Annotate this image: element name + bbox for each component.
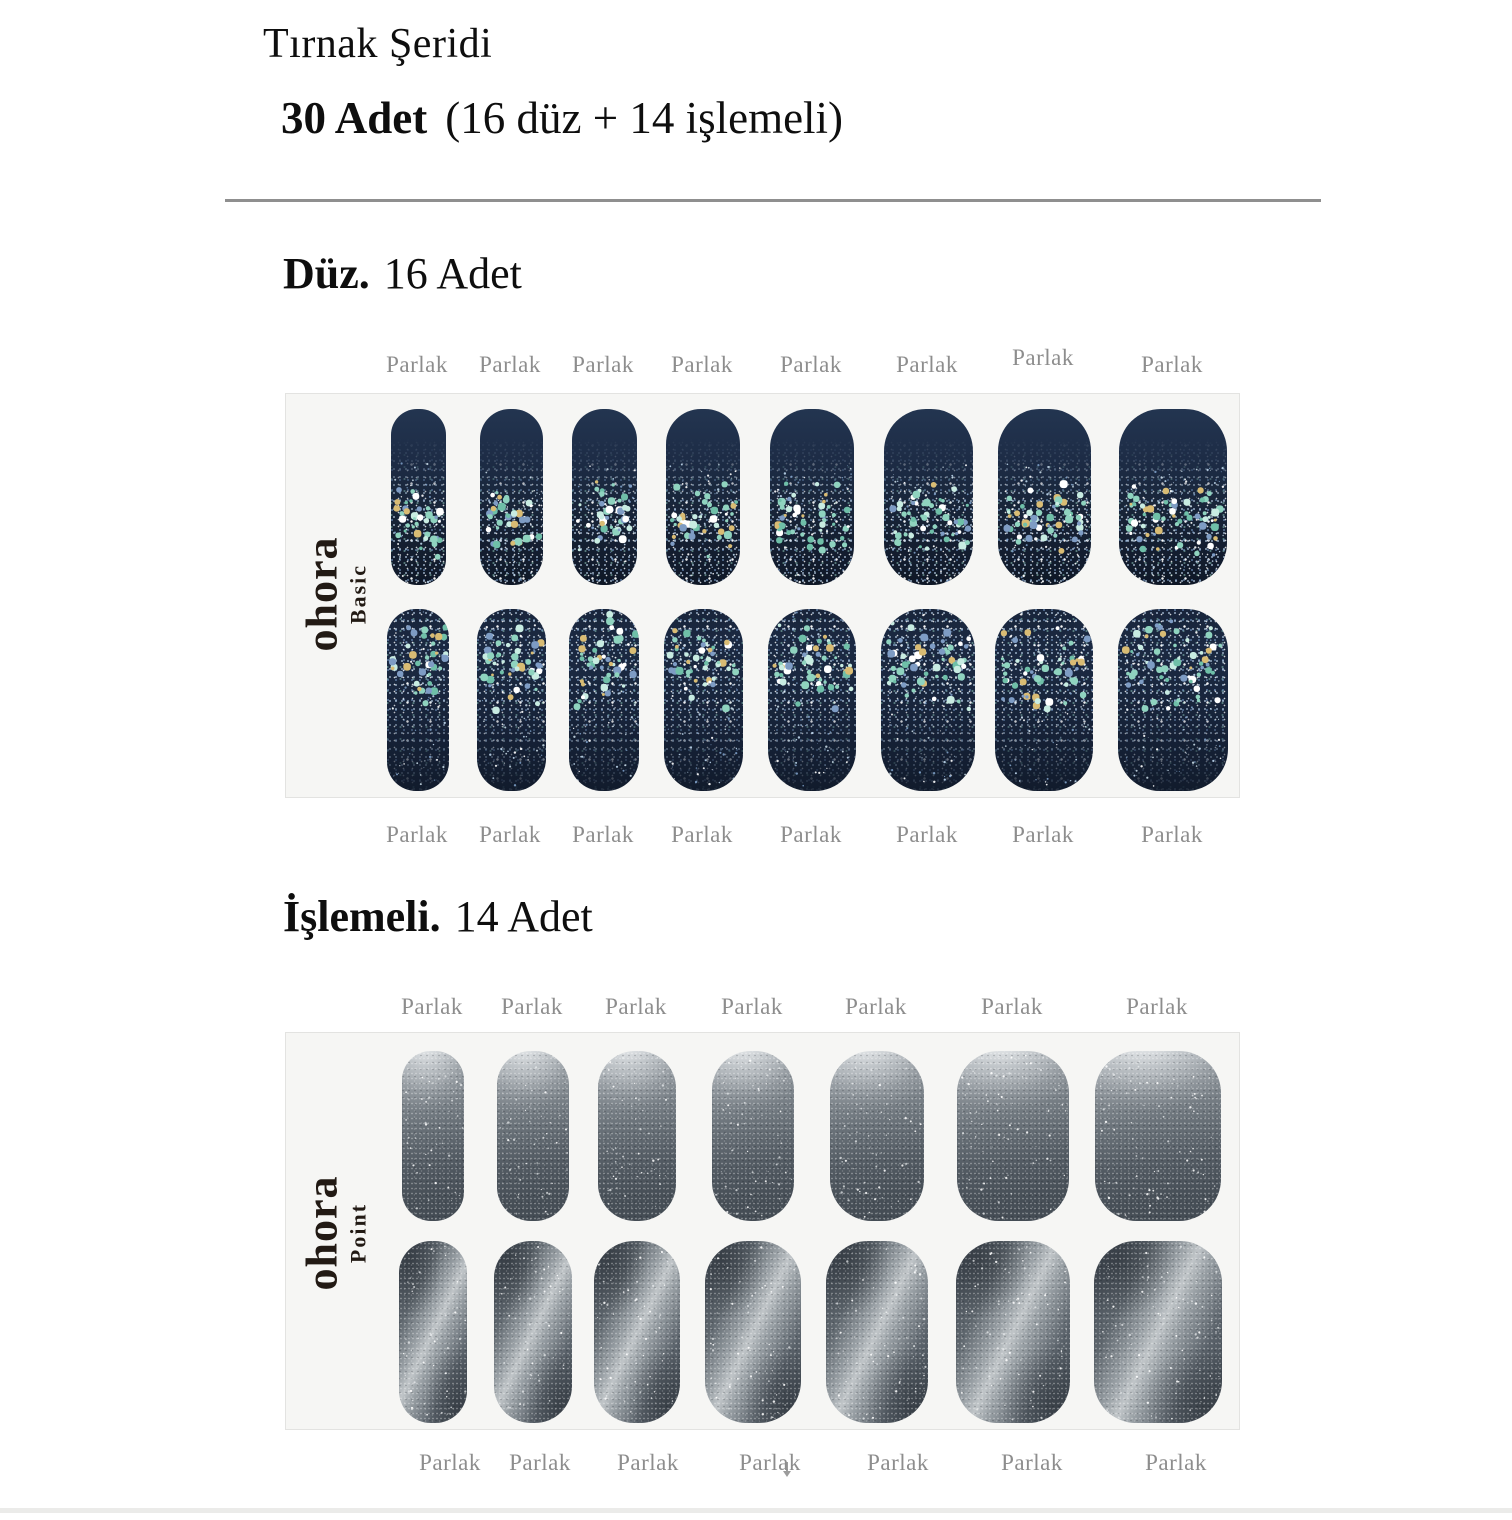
brand-name: ohora xyxy=(297,1175,347,1291)
glitter-speckle-layer xyxy=(770,409,854,585)
velvet-sparkle-layer xyxy=(497,1051,499,1053)
nail-strip xyxy=(768,609,856,791)
nail-strip xyxy=(497,1051,569,1221)
velvet-sparkle-layer xyxy=(1095,1051,1097,1053)
brand-mark-basic xyxy=(297,536,371,652)
piece-count xyxy=(281,92,843,144)
piece-count-number: 30 Adet xyxy=(281,93,428,143)
nail-strip xyxy=(1094,1241,1222,1423)
nail-sheet-point xyxy=(285,1032,1240,1430)
velvet-sparkle-layer xyxy=(594,1241,596,1243)
finish-label: Parlak xyxy=(572,822,634,847)
velvet-sparkle-layer xyxy=(705,1241,707,1243)
glitter-chunks-layer xyxy=(998,409,1000,411)
section-heading-islemeli xyxy=(283,891,593,942)
brand-mark-point xyxy=(297,1175,371,1291)
glitter-chunks-layer xyxy=(391,409,393,411)
glitter-speckle-layer xyxy=(572,409,637,585)
glitter-chunks-layer xyxy=(387,609,389,611)
glitter-speckle-layer xyxy=(995,609,1093,791)
glitter-chunks-layer xyxy=(881,609,883,611)
finish-label: Parlak xyxy=(1012,345,1074,370)
nail-strip xyxy=(998,409,1091,585)
brand-line: Basic xyxy=(345,563,371,625)
glitter-chunks-layer xyxy=(664,609,666,611)
finish-label: Parlak xyxy=(981,994,1043,1019)
nail-strip xyxy=(399,1241,467,1423)
finish-label: Parlak xyxy=(1145,1450,1207,1475)
finish-label: Parlak xyxy=(1126,994,1188,1019)
nail-strip xyxy=(826,1241,928,1423)
finish-label: Parlak xyxy=(386,352,448,377)
nail-strip xyxy=(569,609,639,791)
glitter-speckle-layer xyxy=(666,409,740,585)
finish-label: Parlak xyxy=(617,1450,679,1475)
glitter-speckle-layer xyxy=(1118,609,1228,791)
finish-label: Parlak xyxy=(721,994,783,1019)
velvet-sparkle-layer xyxy=(1094,1241,1096,1243)
finish-label: Parlak xyxy=(572,352,634,377)
glitter-speckle-layer xyxy=(768,609,856,791)
velvet-shimmer-layer xyxy=(956,1241,1070,1423)
velvet-sparkle-layer xyxy=(598,1051,600,1053)
velvet-sparkle-layer xyxy=(402,1051,404,1053)
velvet-shimmer-layer xyxy=(830,1051,924,1221)
nail-strip xyxy=(664,609,743,791)
nail-strip xyxy=(995,609,1093,791)
finish-label: Parlak xyxy=(401,994,463,1019)
velvet-shimmer-layer xyxy=(712,1051,794,1221)
velvet-shimmer-layer xyxy=(594,1241,680,1423)
finish-label: Parlak xyxy=(1141,822,1203,847)
glitter-speckle-layer xyxy=(477,609,546,791)
glitter-speckle-layer xyxy=(881,609,975,791)
finish-label: Parlak xyxy=(1141,352,1203,377)
finish-label: Parlak xyxy=(479,822,541,847)
velvet-shimmer-layer xyxy=(1095,1051,1221,1221)
nail-strip xyxy=(594,1241,680,1423)
glitter-chunks-layer xyxy=(768,609,770,611)
section-heading-duz-bold: Düz. xyxy=(283,249,370,298)
finish-label: Parlak xyxy=(896,822,958,847)
glitter-chunks-layer xyxy=(666,409,668,411)
glitter-speckle-layer xyxy=(480,409,543,585)
glitter-speckle-layer xyxy=(1119,409,1227,585)
velvet-shimmer-layer xyxy=(399,1241,467,1423)
velvet-sparkle-layer xyxy=(957,1051,959,1053)
velvet-sparkle-layer xyxy=(826,1241,828,1243)
finish-label: Parlak xyxy=(780,822,842,847)
finish-label: Parlak xyxy=(509,1450,571,1475)
velvet-shimmer-layer xyxy=(402,1051,464,1221)
nail-strip xyxy=(494,1241,572,1423)
glitter-speckle-layer xyxy=(664,609,743,791)
brand-name: ohora xyxy=(297,536,347,652)
velvet-shimmer-layer xyxy=(826,1241,928,1423)
nail-strip xyxy=(387,609,449,791)
nail-strip xyxy=(956,1241,1070,1423)
nail-sheet-basic xyxy=(285,393,1240,798)
nail-strip xyxy=(1118,609,1228,791)
finish-label: Parlak xyxy=(845,994,907,1019)
nail-strip xyxy=(770,409,854,585)
glitter-speckle-layer xyxy=(884,409,973,585)
glitter-chunks-layer xyxy=(477,609,479,611)
velvet-shimmer-layer xyxy=(497,1051,569,1221)
velvet-shimmer-layer xyxy=(1094,1241,1222,1423)
velvet-shimmer-layer xyxy=(598,1051,676,1221)
nail-strip xyxy=(572,409,637,585)
finish-label: Parlak xyxy=(780,352,842,377)
finish-label: Parlak xyxy=(605,994,667,1019)
nail-strip xyxy=(957,1051,1069,1221)
nail-strip xyxy=(402,1051,464,1221)
finish-label: Parlak xyxy=(1001,1450,1063,1475)
finish-label: Parlak xyxy=(419,1450,481,1475)
glitter-chunks-layer xyxy=(1118,609,1120,611)
nail-strip xyxy=(884,409,973,585)
velvet-sparkle-layer xyxy=(494,1241,496,1243)
nail-strip xyxy=(712,1051,794,1221)
nail-strip xyxy=(480,409,543,585)
nail-strip xyxy=(881,609,975,791)
finish-label: Parlak xyxy=(1012,822,1074,847)
glitter-chunks-layer xyxy=(572,409,574,411)
finish-label: Parlak xyxy=(867,1450,929,1475)
finish-label: Parlak xyxy=(739,1450,801,1475)
nail-strip xyxy=(830,1051,924,1221)
glitter-speckle-layer xyxy=(998,409,1091,585)
glitter-chunks-layer xyxy=(770,409,772,411)
nail-strip xyxy=(477,609,546,791)
velvet-shimmer-layer xyxy=(957,1051,1069,1221)
glitter-chunks-layer xyxy=(569,609,571,611)
section-heading-islemeli-bold: İşlemeli. xyxy=(283,892,441,941)
piece-count-detail: (16 düz + 14 işlemeli) xyxy=(445,93,844,143)
velvet-sparkle-layer xyxy=(830,1051,832,1053)
glitter-chunks-layer xyxy=(884,409,886,411)
glitter-chunks-layer xyxy=(480,409,482,411)
section-heading-islemeli-count: 14 Adet xyxy=(454,892,593,941)
velvet-sparkle-layer xyxy=(712,1051,714,1053)
section-heading-duz-count: 16 Adet xyxy=(383,249,522,298)
nail-strip xyxy=(1095,1051,1221,1221)
section-heading-duz xyxy=(283,248,522,299)
bottom-edge-shade xyxy=(0,1508,1512,1513)
glitter-speckle-layer xyxy=(387,609,449,791)
velvet-sparkle-layer xyxy=(399,1241,401,1243)
finish-label: Parlak xyxy=(896,352,958,377)
divider-line xyxy=(225,199,1321,202)
page-title: Tırnak Şeridi xyxy=(263,21,493,67)
nail-strip xyxy=(705,1241,801,1423)
finish-label: Parlak xyxy=(479,352,541,377)
nail-strip xyxy=(598,1051,676,1221)
velvet-sparkle-layer xyxy=(956,1241,958,1243)
finish-label: Parlak xyxy=(671,352,733,377)
finish-label: Parlak xyxy=(386,822,448,847)
finish-label: Parlak xyxy=(501,994,563,1019)
velvet-shimmer-layer xyxy=(494,1241,572,1423)
finish-label: Parlak xyxy=(671,822,733,847)
nail-strip xyxy=(391,409,446,585)
nail-strip xyxy=(1119,409,1227,585)
glitter-speckle-layer xyxy=(569,609,639,791)
glitter-chunks-layer xyxy=(995,609,997,611)
brand-line: Point xyxy=(345,1202,371,1264)
glitter-speckle-layer xyxy=(391,409,446,585)
velvet-shimmer-layer xyxy=(705,1241,801,1423)
nail-strip xyxy=(666,409,740,585)
glitter-chunks-layer xyxy=(1119,409,1121,411)
